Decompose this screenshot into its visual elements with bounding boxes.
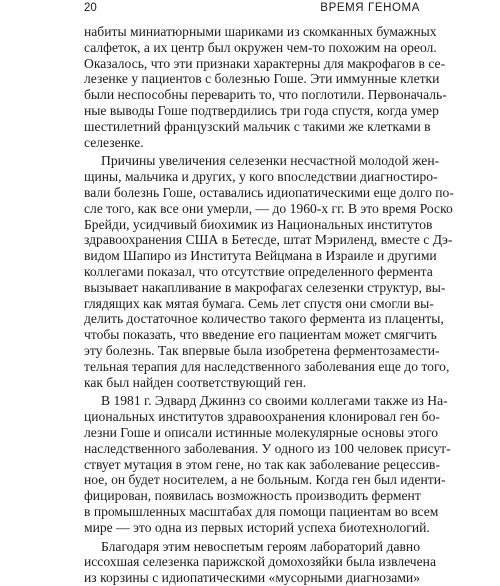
text-line: иссохшая селезенка парижской домохозяйки была извлечена xyxy=(84,554,436,570)
paragraph-3 xyxy=(84,393,451,535)
text-line: Брейди, усидчивый биохимик из Национальных институтов xyxy=(84,216,433,232)
text-line: фицирован, появилась возможность производить фермент xyxy=(84,488,421,504)
text-line: эту болезнь. Так впервые была изобретена ферментозамести- xyxy=(84,342,440,358)
text-line: набиты миниатюрными шариками из скомканных бумажных xyxy=(84,24,437,39)
text-line: Причины увеличения селезенки несчастной молодой жен- xyxy=(101,153,440,169)
text-line: ствует мутация в этом гене, но так как заболевание рецессив- xyxy=(84,456,440,472)
text-line: наследственного заболевания. У одного из 100 человек присут- xyxy=(84,440,451,456)
body-text xyxy=(84,24,454,586)
text-line: были неспособны переварить то, что поглотили. Первоначаль- xyxy=(84,87,447,103)
text-line: тельная терапия для наследственного заболевания еще до того, xyxy=(84,358,450,374)
text-line: вызывает накапливание в макрофагах селезенки структур, вы- xyxy=(84,279,446,295)
text-line: чтобы показать, что введение его пациентам может смягчить xyxy=(84,327,437,343)
paragraph-2 xyxy=(84,153,454,390)
text-line: в промышленных масштабах для помощи пациентам во всем xyxy=(84,503,439,519)
running-title: ВРЕМЯ ГЕНОМА xyxy=(320,2,420,14)
text-line: коллегами показал, что отсутствие определенного фермента xyxy=(84,263,433,279)
text-line: как был найден соответствующий ген. xyxy=(84,374,307,390)
page-number: 20 xyxy=(84,2,97,14)
text-line: делить достаточное количество такого фермента из плаценты, xyxy=(84,311,444,327)
text-line: лезни Гоше и описали истинные молекулярные основы этого xyxy=(84,424,439,440)
text-line: лезенке у пациентов с болезнью Гоше. Эти иммунные клетки xyxy=(84,71,440,87)
text-line: шестилетний французский мальчик с такими же клетками в xyxy=(84,118,431,134)
text-line: вали болезнь Гоше, оставались идиопатическими еще долго по- xyxy=(84,184,454,200)
text-line: глядящих как мятая бумага. Семь лет спустя они смогли вы- xyxy=(84,295,434,311)
running-header xyxy=(84,1,420,19)
text-line: Благодаря этим невоспетым героям лабораторий давно xyxy=(101,538,420,554)
text-line: В 1981 г. Эдвард Джиннз со своими коллегами также из На- xyxy=(101,393,448,409)
text-line: здравоохранения США в Бетесде, штат Мэриленд, вместе с Дэ- xyxy=(84,232,453,248)
text-line: Оказалось, что эти признаки характерны для макрофагов в се- xyxy=(84,55,446,71)
text-line: селезенке. xyxy=(84,134,144,150)
text-line: салфеток, а их центр был окружен чем-то похожим на ореол. xyxy=(84,39,437,55)
text-line: мире — это одна из первых историй успеха биотехнологий. xyxy=(84,519,430,535)
text-line: видом Шапиро из Института Вейцмана в Израиле и другими xyxy=(84,248,437,264)
text-line: щины, мальчика и других, у кого впоследствии диагностиро- xyxy=(84,169,438,185)
text-line: ные выводы Гоше подтвердились три года спустя, когда умер xyxy=(84,102,439,118)
text-line: сле того, как все они умерли, — до 1960-х гг. В это время Роско xyxy=(84,200,453,216)
paragraph-4 xyxy=(84,538,436,586)
text-line: из корзины с идиопатическими «мусорными диагнозами» xyxy=(84,570,420,586)
text-line: циональных институтов здравоохранения клонировал ген бо- xyxy=(84,409,440,425)
paragraph-1 xyxy=(84,24,447,150)
text-line: ное, он будет носителем, а не больным. Когда ген был иденти- xyxy=(84,472,446,488)
